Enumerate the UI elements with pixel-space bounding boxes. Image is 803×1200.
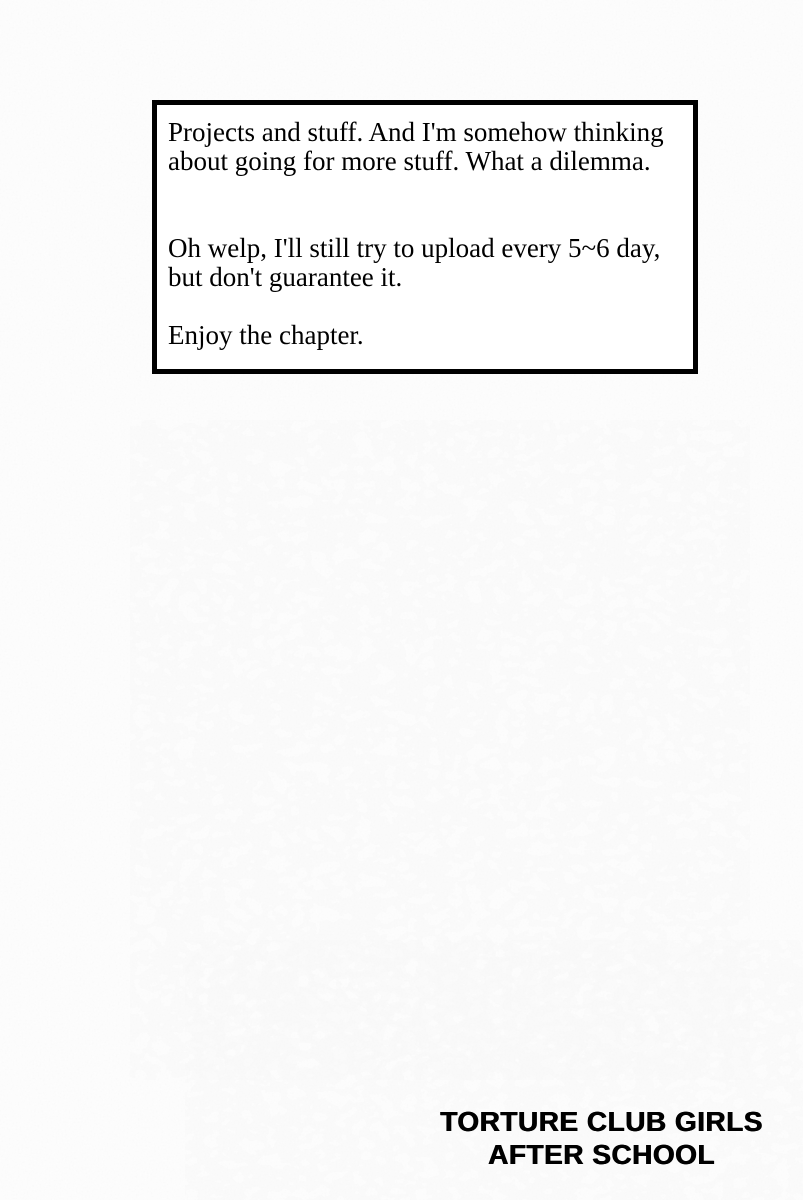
erased-art-smudge-upper	[130, 420, 750, 1080]
note-paragraph-projects	[168, 118, 685, 176]
note-line: Projects and stuff. And I'm somehow thinking	[168, 117, 664, 147]
series-title	[440, 1105, 763, 1171]
note-line: about going for more stuff. What a dilemma.	[168, 146, 651, 176]
series-title-line-2: AFTER SCHOOL	[488, 1139, 716, 1170]
note-paragraph-upload-schedule	[168, 234, 685, 292]
note-line: Enjoy the chapter.	[168, 320, 364, 350]
author-note-box	[152, 100, 698, 374]
note-line: but don't guarantee it.	[168, 262, 403, 292]
note-line: Oh welp, I'll still try to upload every 5~6 day,	[168, 233, 661, 263]
series-title-line-1: TORTURE CLUB GIRLS	[440, 1106, 763, 1137]
note-paragraph-enjoy	[168, 321, 685, 350]
author-note-text	[168, 118, 685, 350]
